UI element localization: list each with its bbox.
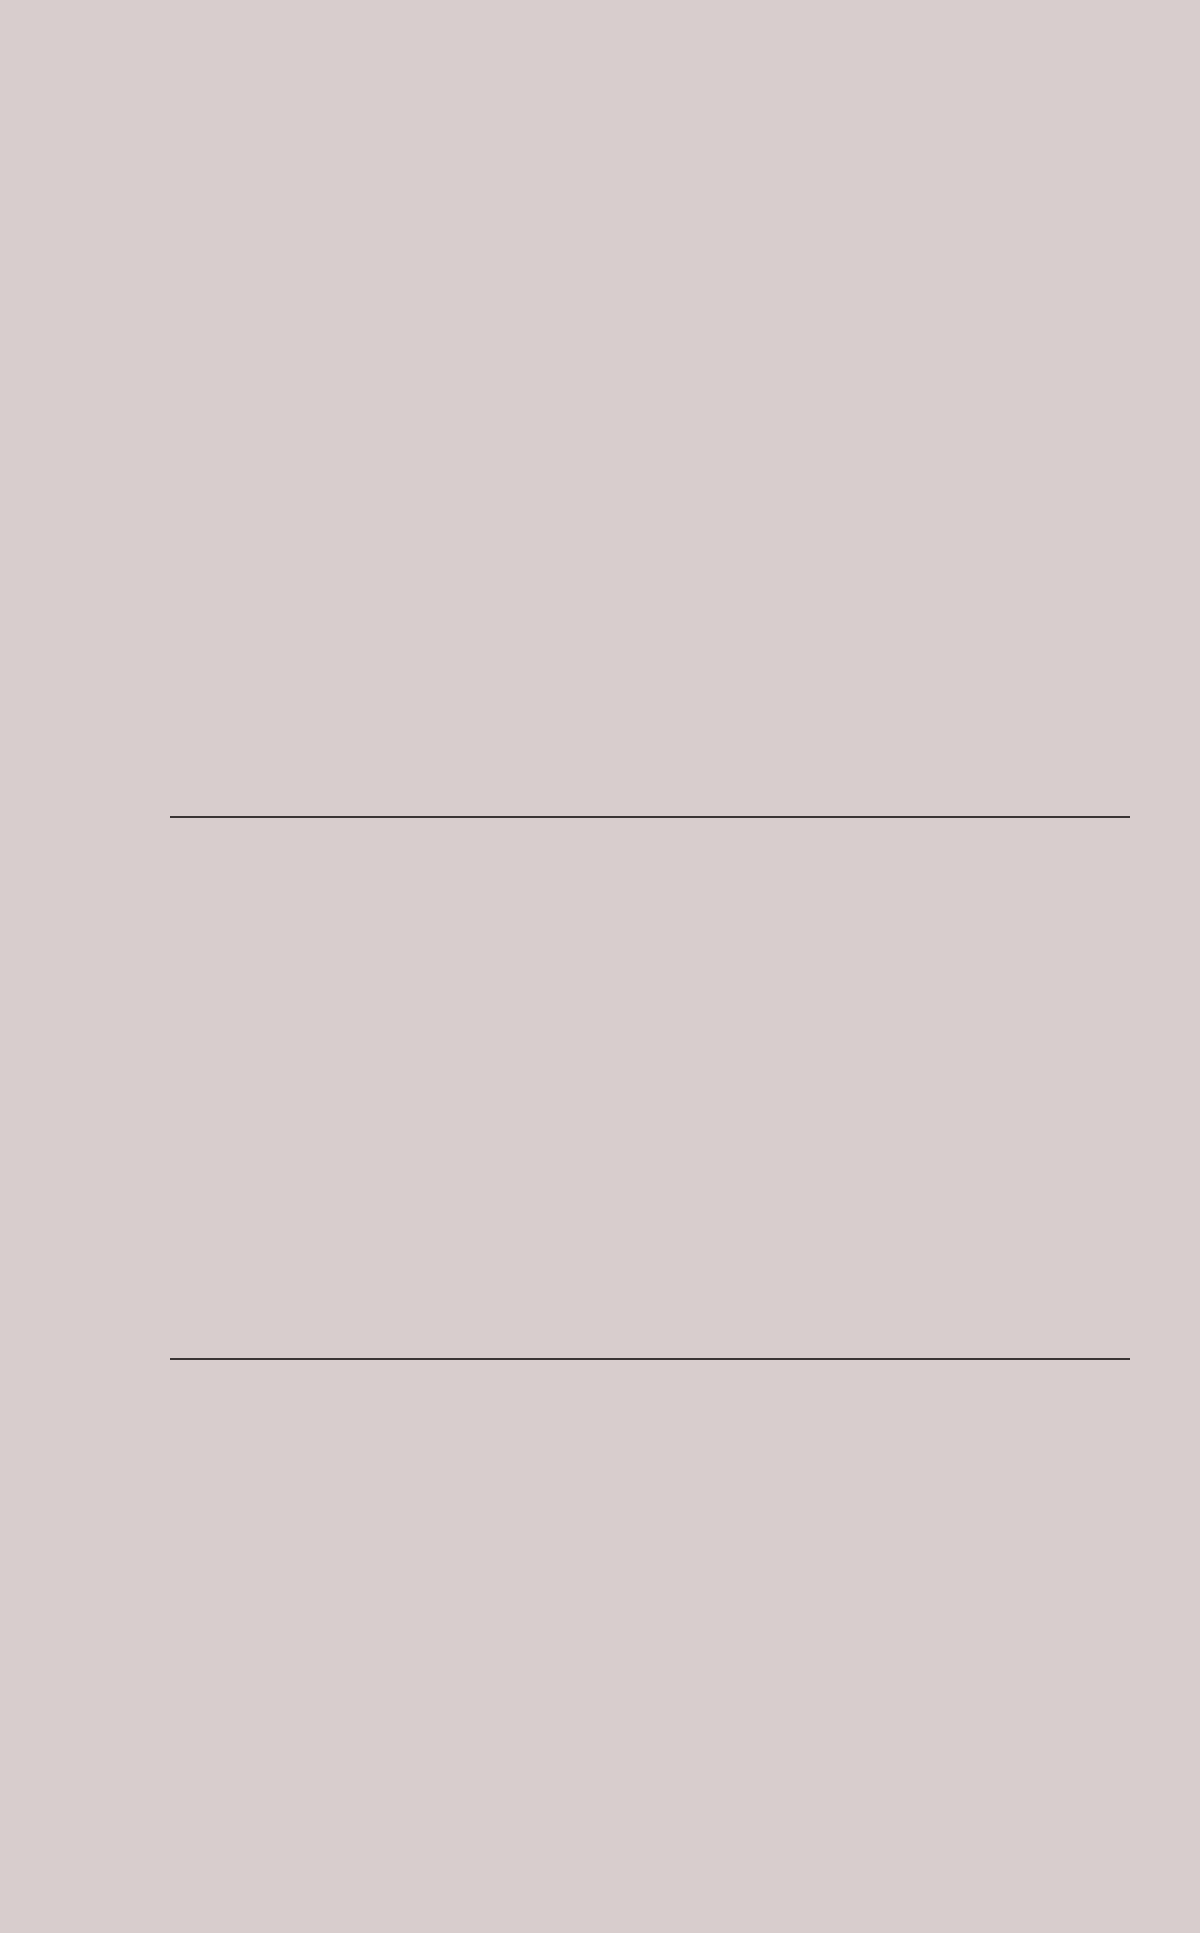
section-rule — [170, 1358, 1130, 1360]
section-rule — [170, 816, 1130, 818]
